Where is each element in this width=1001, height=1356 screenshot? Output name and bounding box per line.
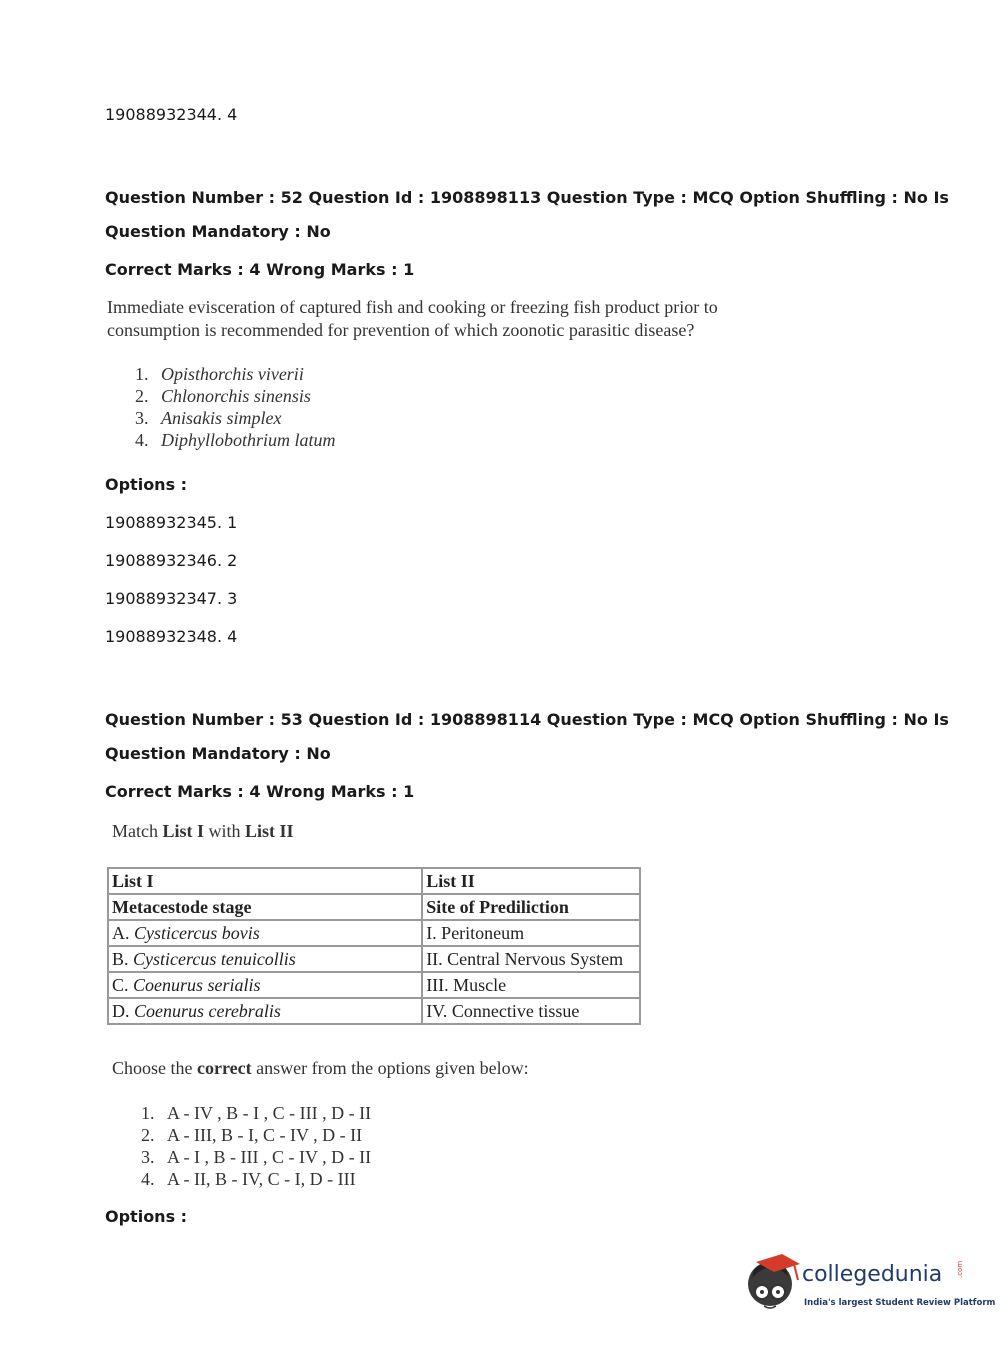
table-cell: D. Coenurus cerebralis xyxy=(108,998,422,1024)
option-line: 19088932348. 4 xyxy=(105,627,238,646)
list-item: 4. Diphyllobothrium latum xyxy=(135,430,336,450)
table-cell: A. Cysticercus bovis xyxy=(108,920,422,946)
table-row xyxy=(108,868,640,894)
table-cell: B. Cysticercus tenuicollis xyxy=(108,946,422,972)
table-row xyxy=(108,946,640,972)
list-item: 2. Chlonorchis sinensis xyxy=(135,386,311,406)
table-cell: C. Coenurus serialis xyxy=(108,972,422,998)
q53-choose-instruction: Choose the correct answer from the options given below: xyxy=(112,1058,529,1078)
option-line: 19088932344. 4 xyxy=(105,105,238,124)
table-cell: Metacestode stage xyxy=(108,894,422,920)
mascot-icon xyxy=(742,1248,802,1316)
list-item: 3. A - I , B - III , C - IV , D - II xyxy=(141,1147,372,1167)
logo-dotcom: .com xyxy=(956,1260,964,1278)
list-item: 2. A - III, B - I, C - IV , D - II xyxy=(141,1125,363,1145)
table-cell: List I xyxy=(108,868,422,894)
q52-mandatory: Question Mandatory : No xyxy=(105,222,331,241)
list-item: 1. A - IV , B - I , C - III , D - II xyxy=(141,1103,372,1123)
table-cell: Site of Prediliction xyxy=(422,894,640,920)
q52-options-label: Options : xyxy=(105,475,188,494)
option-line: 19088932345. 1 xyxy=(105,513,238,532)
table-row xyxy=(108,920,640,946)
option-line: 19088932346. 2 xyxy=(105,551,238,570)
list-item: 4. A - II, B - IV, C - I, D - III xyxy=(141,1169,356,1189)
table-cell: III. Muscle xyxy=(422,972,640,998)
collegedunia-logo xyxy=(742,1248,996,1318)
q52-item-list xyxy=(135,363,336,451)
q53-instruction: Match List I with List II xyxy=(112,821,294,841)
q53-answer-list xyxy=(141,1102,371,1190)
table-cell: IV. Connective tissue xyxy=(422,998,640,1024)
logo-wordmark: collegedunia xyxy=(802,1262,943,1287)
table-row xyxy=(108,972,640,998)
option-line: 19088932347. 3 xyxy=(105,589,238,608)
q53-header: Question Number : 53 Question Id : 1908898114 Question Type : MCQ Option Shuffling : No Is xyxy=(105,710,949,729)
table-cell: II. Central Nervous System xyxy=(422,946,640,972)
table-row xyxy=(108,998,640,1024)
table-cell: I. Peritoneum xyxy=(422,920,640,946)
q53-marks: Correct Marks : 4 Wrong Marks : 1 xyxy=(105,782,415,801)
q52-marks: Correct Marks : 4 Wrong Marks : 1 xyxy=(105,260,415,279)
q52-header: Question Number : 52 Question Id : 1908898113 Question Type : MCQ Option Shuffling : No Is xyxy=(105,188,949,207)
table-row xyxy=(108,894,640,920)
q53-mandatory: Question Mandatory : No xyxy=(105,744,331,763)
list-item: 1. Opisthorchis viverii xyxy=(135,364,304,384)
q52-question-line-2: consumption is recommended for prevention of which zoonotic parasitic disease? xyxy=(107,320,695,340)
q53-options-label: Options : xyxy=(105,1207,188,1226)
match-table xyxy=(107,867,641,1025)
q52-question-line-1: Immediate evisceration of captured fish and cooking or freezing fish product prior to xyxy=(107,297,718,317)
logo-tagline: India's largest Student Review Platform xyxy=(804,1298,996,1308)
table-cell: List II xyxy=(422,868,640,894)
list-item: 3. Anisakis simplex xyxy=(135,408,282,428)
